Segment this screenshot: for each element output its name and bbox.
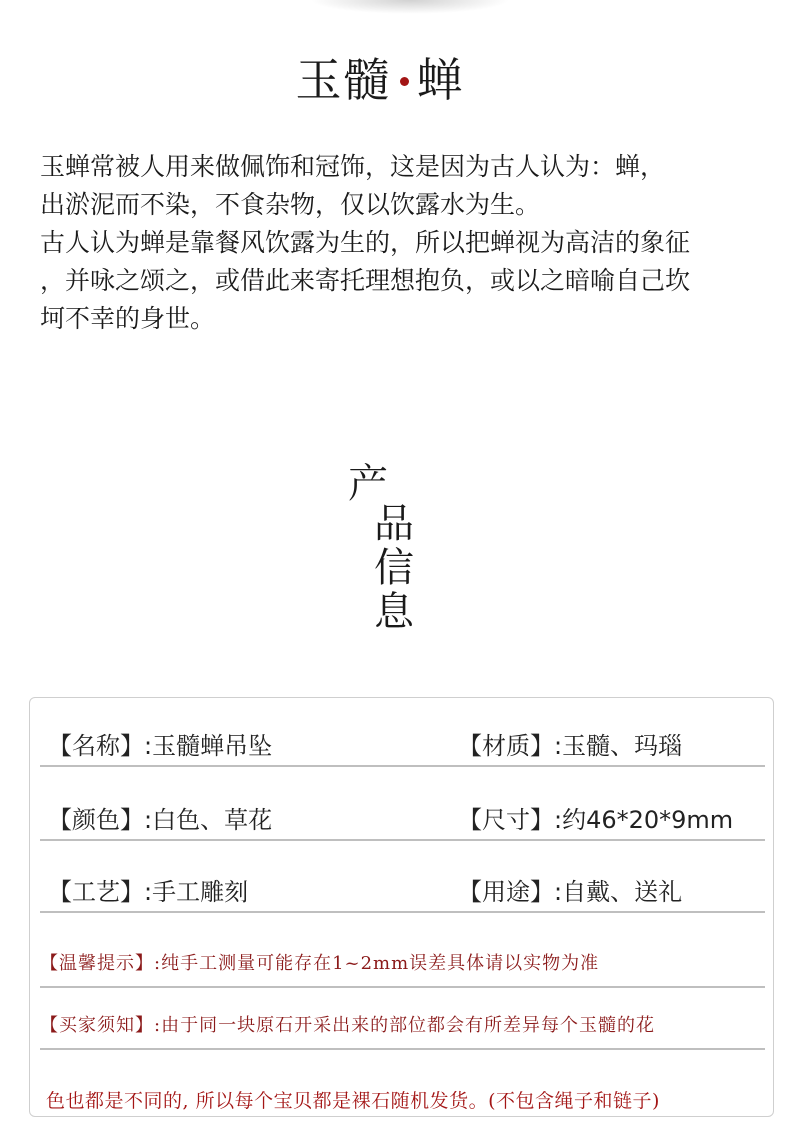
note-buyer: 【买家须知】:由于同一块原石开采出来的部位都会有所差异每个玉髓的花 bbox=[40, 1015, 656, 1036]
intro-line: 古人认为蝉是靠餐风饮露为生的，所以把蝉视为高洁的象征 bbox=[40, 228, 691, 257]
section-title-product-info bbox=[0, 462, 800, 642]
note-tip: 【温馨提示】:纯手工测量可能存在1~2mm误差具体请以实物为准 bbox=[40, 953, 600, 974]
title-part-1: 玉髓 bbox=[295, 53, 392, 107]
info-size: 【尺寸】:约46*20*9mm bbox=[458, 806, 734, 834]
info-color: 【颜色】:白色、草花 bbox=[48, 806, 273, 834]
intro-text bbox=[40, 148, 780, 338]
info-row bbox=[40, 851, 765, 913]
title-dot-icon bbox=[400, 77, 409, 86]
info-row bbox=[40, 779, 765, 841]
info-row bbox=[40, 705, 765, 767]
info-name: 【名称】:玉髓蝉吊坠 bbox=[48, 732, 273, 760]
info-material: 【材质】:玉髓、玛瑙 bbox=[458, 732, 683, 760]
section-title-char: 信 bbox=[374, 545, 414, 591]
info-craft: 【工艺】:手工雕刻 bbox=[48, 878, 249, 906]
section-title-char: 品 bbox=[374, 501, 414, 547]
intro-line: 坷不幸的身世。 bbox=[40, 304, 216, 333]
section-title-char: 产 bbox=[348, 461, 388, 507]
intro-line: 玉蝉常被人用来做佩饰和冠饰，这是因为古人认为：蝉， bbox=[40, 152, 666, 181]
intro-line: ，并咏之颂之，或借此来寄托理想抱负，或以之暗喻自己坎 bbox=[40, 266, 691, 295]
note-row bbox=[40, 936, 765, 988]
product-info-box bbox=[29, 697, 774, 1117]
note-row bbox=[40, 998, 765, 1050]
note-continuation: 色也都是不同的, 所以每个宝贝都是裸石随机发货。(不包含绳子和链子) bbox=[46, 1090, 660, 1112]
top-shadow-decoration bbox=[310, 0, 510, 14]
page-title bbox=[0, 52, 760, 108]
title-part-2: 蝉 bbox=[416, 53, 465, 107]
info-usage: 【用途】:自戴、送礼 bbox=[458, 878, 683, 906]
intro-line: 出淤泥而不染，不食杂物，仅以饮露水为生。 bbox=[40, 190, 541, 219]
section-title-char: 息 bbox=[374, 589, 414, 635]
